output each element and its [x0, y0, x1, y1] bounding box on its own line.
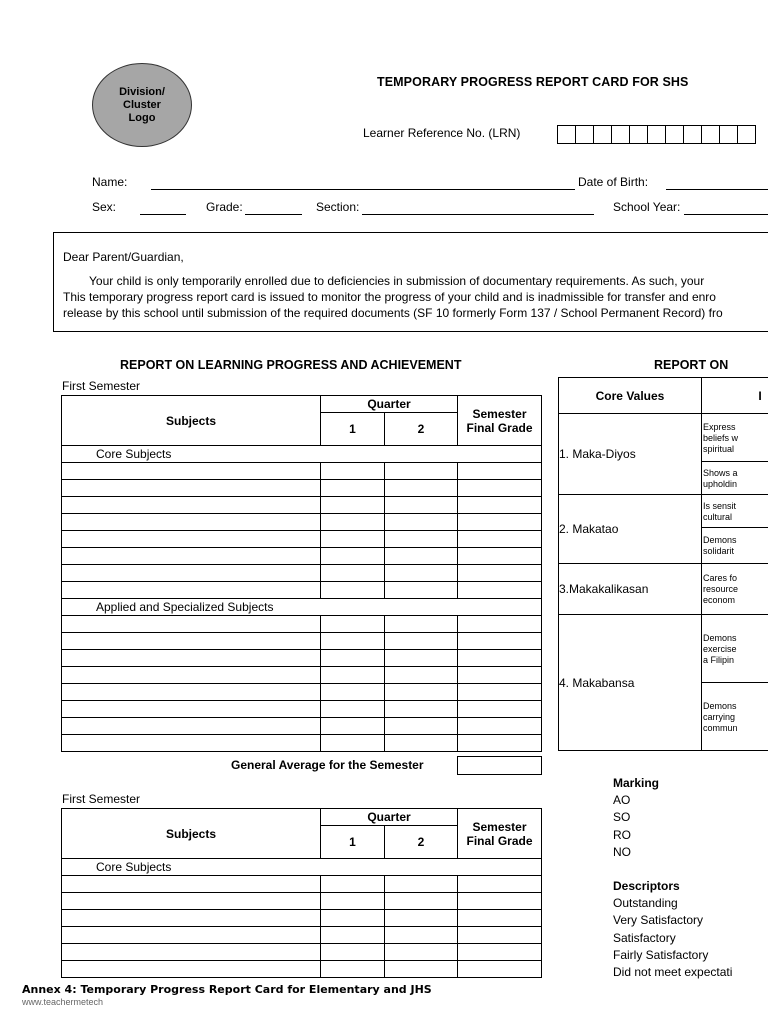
sex-label: Sex:: [92, 200, 117, 214]
descriptors-title: Descriptors: [613, 879, 680, 894]
marking-title: Marking: [613, 776, 660, 790]
table-row: [62, 582, 542, 599]
table-row: [62, 927, 542, 944]
table-row: [62, 531, 542, 548]
lrn-digit-box[interactable]: [557, 125, 576, 144]
letter-line: Your child is only temporarily enrolled due to deficiencies in submission of documentary requirements. As such, your: [89, 274, 705, 288]
core-subjects-label: Core Subjects: [62, 446, 542, 463]
marking-item: SO: [613, 810, 631, 825]
marking-item: RO: [613, 827, 631, 842]
general-average-label: General Average for the Semester: [231, 758, 424, 772]
dob-label: Date of Birth:: [578, 175, 649, 189]
quarter-header: Quarter: [321, 809, 458, 826]
marking-item: NO: [613, 844, 631, 859]
table-row: [62, 565, 542, 582]
lrn-digit-box[interactable]: [701, 125, 720, 144]
final-grade-header: Semester Final Grade: [458, 396, 542, 446]
behavior-statement: Cares fo resource econom: [702, 564, 768, 615]
behavior-statement: Demons exercise a Filipin: [702, 615, 768, 683]
grades-table-2: [61, 808, 542, 978]
table-row: [62, 684, 542, 701]
grade-field[interactable]: [245, 214, 302, 215]
behavior-statement: Demons carrying commun: [702, 683, 768, 751]
section-label: Section:: [316, 200, 360, 214]
lrn-label: Learner Reference No. (LRN): [363, 126, 521, 140]
sex-field[interactable]: [140, 214, 186, 215]
behavior-header: I: [702, 378, 768, 414]
behavior-statement: Is sensit cultural: [702, 495, 768, 528]
report-values-title: REPORT ON: [654, 358, 729, 372]
name-field[interactable]: [151, 189, 575, 190]
behavior-statement: Express beliefs w spiritual: [702, 414, 768, 462]
marking-item: AO: [613, 793, 631, 808]
school-year-field[interactable]: [684, 214, 768, 215]
behavior-statement: Shows a upholdin: [702, 462, 768, 495]
table-row: [62, 893, 542, 910]
core-values-table: [558, 377, 768, 751]
grades-table-1: [61, 395, 542, 752]
table-row: [62, 701, 542, 718]
table-row: [62, 650, 542, 667]
letter-greeting: Dear Parent/Guardian,: [63, 250, 184, 264]
lrn-digit-box[interactable]: [647, 125, 666, 144]
lrn-digit-box[interactable]: [575, 125, 594, 144]
core-value-makatao: 2. Makatao: [559, 495, 702, 564]
core-values-clip: [558, 377, 768, 757]
q2-header: 2: [385, 826, 458, 859]
table-row: [62, 548, 542, 565]
descriptor-item: Satisfactory: [613, 930, 676, 945]
applied-subjects-label: Applied and Specialized Subjects: [62, 599, 542, 616]
lrn-boxes[interactable]: [558, 125, 756, 144]
semester-label: First Semester: [62, 792, 141, 806]
grade-label: Grade:: [206, 200, 243, 214]
table-row: [62, 961, 542, 978]
q2-header: 2: [385, 413, 458, 446]
behavior-statement: Demons solidarit: [702, 528, 768, 564]
report-learning-title: REPORT ON LEARNING PROGRESS AND ACHIEVEMENT: [120, 358, 462, 372]
table-row: [62, 480, 542, 497]
core-value-makabansa: 4. Makabansa: [559, 615, 702, 751]
letter-line: release by this school until submission of the required documents (SF 10 formerly Form 137 / School Permanent Record) fro: [63, 306, 723, 320]
lrn-digit-box[interactable]: [629, 125, 648, 144]
descriptor-item: Very Satisfactory: [613, 913, 704, 928]
lrn-digit-box[interactable]: [719, 125, 738, 144]
table-row: [62, 944, 542, 961]
annex-caption: Annex 4: Temporary Progress Report Card for Elementary and JHS: [22, 983, 432, 996]
parent-letter: [53, 232, 768, 332]
division-logo: Division/ Cluster Logo: [92, 63, 192, 147]
quarter-header: Quarter: [321, 396, 458, 413]
lrn-digit-box[interactable]: [593, 125, 612, 144]
general-average-cell[interactable]: [457, 756, 542, 775]
core-value-makakalikasan: 3.Makakalikasan: [559, 564, 702, 615]
table-row: [62, 910, 542, 927]
lrn-digit-box[interactable]: [683, 125, 702, 144]
final-grade-header: Semester Final Grade: [458, 809, 542, 859]
descriptor-item: Fairly Satisfactory: [613, 947, 709, 962]
table-row: [62, 876, 542, 893]
q1-header: 1: [321, 413, 385, 446]
table-row: [62, 497, 542, 514]
subjects-header: Subjects: [62, 809, 321, 859]
table-row: [62, 514, 542, 531]
core-value-makadiyos: 1. Maka-Diyos: [559, 414, 702, 495]
descriptor-item: Outstanding: [613, 896, 678, 911]
core-subjects-label: Core Subjects: [62, 859, 542, 876]
letter-line: This temporary progress report card is issued to monitor the progress of your child and is inadmissible for transfer and enro: [63, 290, 716, 304]
table-row: [62, 633, 542, 650]
table-row: [62, 463, 542, 480]
table-row: [62, 667, 542, 684]
marking-legend: [613, 775, 768, 981]
table-row: [62, 718, 542, 735]
lrn-digit-box[interactable]: [611, 125, 630, 144]
lrn-digit-box[interactable]: [737, 125, 756, 144]
semester-label: First Semester: [62, 379, 141, 393]
subjects-header: Subjects: [62, 396, 321, 446]
table-row: [62, 616, 542, 633]
school-year-label: School Year:: [613, 200, 681, 214]
section-field[interactable]: [362, 214, 594, 215]
q1-header: 1: [321, 826, 385, 859]
site-caption: www.teachermetech: [22, 997, 104, 1007]
page-title: TEMPORARY PROGRESS REPORT CARD FOR SHS: [377, 75, 689, 89]
table-row: [62, 735, 542, 752]
descriptor-item: Did not meet expectati: [613, 965, 733, 980]
lrn-digit-box[interactable]: [665, 125, 684, 144]
core-values-header: Core Values: [559, 378, 702, 414]
dob-field[interactable]: [666, 189, 768, 190]
name-label: Name:: [92, 175, 128, 189]
